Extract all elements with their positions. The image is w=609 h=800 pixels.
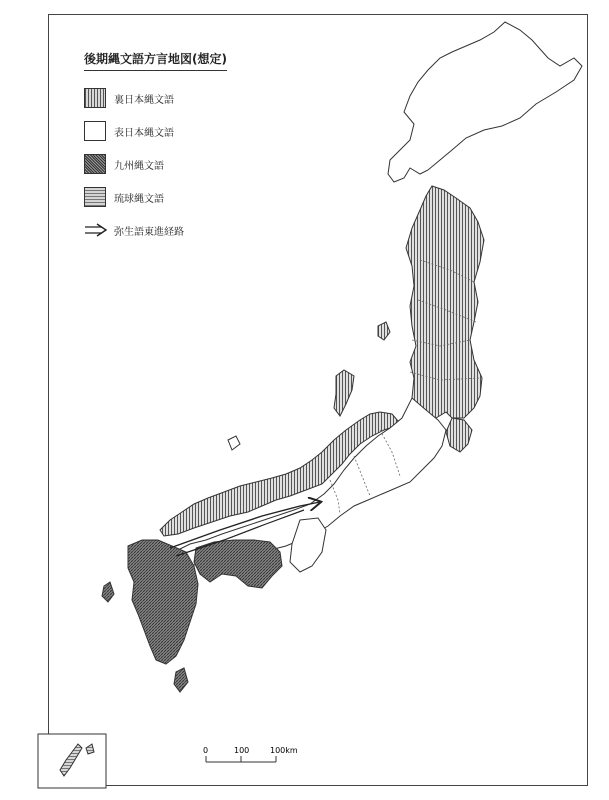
- legend-label: 弥生語東進経路: [114, 226, 184, 238]
- blank-swatch: [84, 121, 106, 141]
- shikoku-region: [194, 540, 282, 588]
- legend-label: 裏日本縄文語: [114, 94, 174, 106]
- scale-tick-100: 100: [234, 746, 250, 755]
- legend-item-arrow: [84, 219, 227, 241]
- double-arrow-icon: [84, 223, 108, 237]
- legend: [84, 50, 227, 252]
- scale-tick-0: 0: [203, 746, 209, 755]
- legend-title: 後期縄文語方言地図(想定): [84, 50, 227, 71]
- legend-label: 琉球縄文語: [114, 193, 164, 205]
- legend-label: 表日本縄文語: [114, 127, 174, 139]
- sado-island: [378, 322, 390, 340]
- tanegashima-island: [174, 668, 188, 692]
- vertical-hatch-swatch: [84, 88, 106, 108]
- legend-item-ryukyu: [84, 186, 227, 208]
- legend-item-ura: [84, 87, 227, 109]
- legend-item-omote: [84, 120, 227, 142]
- scale-bar: [206, 756, 276, 762]
- legend-item-kyushu: [84, 153, 227, 175]
- tsushima-island: [102, 582, 114, 602]
- horizontal-hatch-swatch: [84, 187, 106, 207]
- kyushu-region: [128, 540, 198, 664]
- oki-island: [228, 436, 240, 450]
- scale-tick-100km: 100km: [270, 746, 298, 755]
- crosshatch-swatch: [84, 154, 106, 174]
- legend-label: 九州縄文語: [114, 160, 164, 172]
- hokkaido-region: [388, 22, 582, 182]
- boso-peninsula: [446, 418, 472, 452]
- noto-peninsula: [334, 370, 354, 416]
